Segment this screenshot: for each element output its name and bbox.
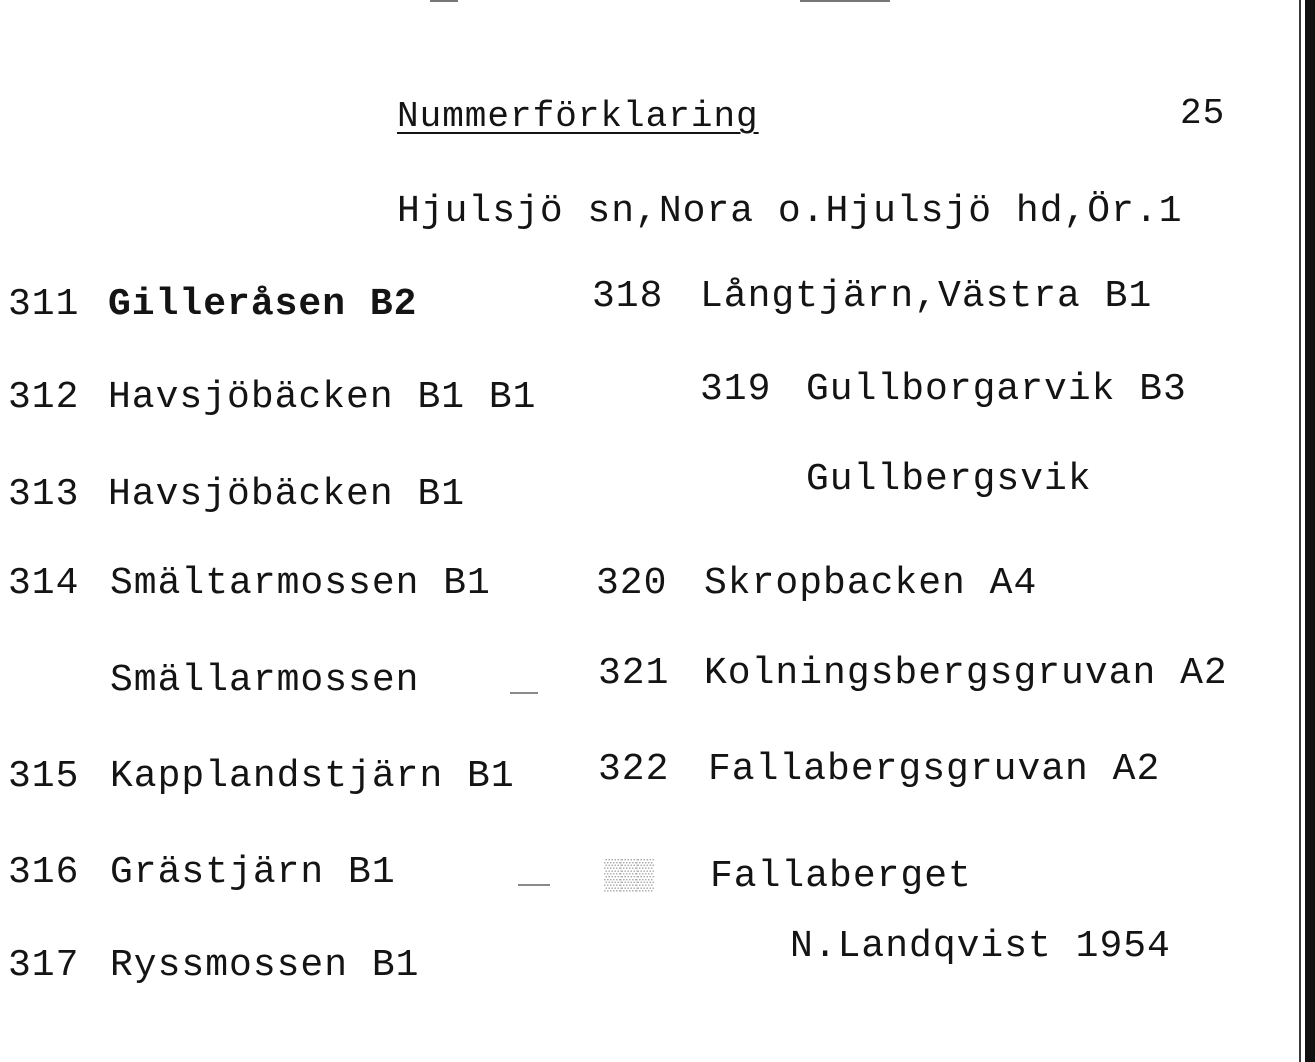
entry-number: 321 (598, 652, 670, 695)
entry-number: 318 (592, 275, 664, 318)
scan-speck (518, 884, 550, 886)
entry-alt-name: Smällarmossen (110, 659, 420, 702)
erased-number-mark: ▒▒▒ (604, 860, 653, 894)
entry-name: Gullborgarvik B3 (806, 368, 1187, 411)
entry-name: Gilleråsen B2 (108, 283, 418, 326)
entry-name: Havsjöbäcken B1 (108, 473, 466, 516)
signature: N.Landqvist 1954 (790, 925, 1171, 968)
entry-number: 314 (8, 562, 80, 605)
entry-number: 317 (8, 944, 80, 987)
entry-alt-name: Gullbergsvik (806, 458, 1092, 501)
scan-speck (430, 0, 458, 2)
scan-edge (1305, 0, 1315, 1062)
entry-number: 320 (596, 562, 668, 605)
entry-name: Smältarmossen B1 (110, 562, 491, 605)
page-subtitle: Hjulsjö sn,Nora o.Hjulsjö hd,Ör.1 (397, 190, 1183, 233)
entry-alt-name: Fallaberget (710, 855, 972, 898)
entry-number: 315 (8, 755, 80, 798)
entry-number: 311 (8, 283, 80, 326)
scan-speck (800, 0, 890, 2)
entry-name: Kolningsbergsgruvan A2 (704, 652, 1228, 695)
page-title: Nummerförklaring (397, 96, 759, 137)
entry-name: Fallabergsgruvan A2 (708, 748, 1161, 791)
entry-name: Grästjärn B1 (110, 851, 396, 894)
entry-name: Skropbacken A4 (704, 562, 1038, 605)
entry-number: 312 (8, 376, 80, 419)
scan-edge-line (1299, 0, 1301, 1062)
entry-name: Kapplandstjärn B1 (110, 755, 515, 798)
entry-name: Ryssmossen B1 (110, 944, 420, 987)
scan-speck (510, 692, 538, 694)
entry-name: Långtjärn,Västra B1 (700, 275, 1153, 318)
page-number: 25 (1180, 93, 1226, 134)
entry-number: 319 (700, 368, 772, 411)
entry-number: 316 (8, 851, 80, 894)
entry-number: 322 (598, 748, 670, 791)
entry-name: Havsjöbäcken B1 B1 (108, 376, 537, 419)
entry-number: 313 (8, 473, 80, 516)
